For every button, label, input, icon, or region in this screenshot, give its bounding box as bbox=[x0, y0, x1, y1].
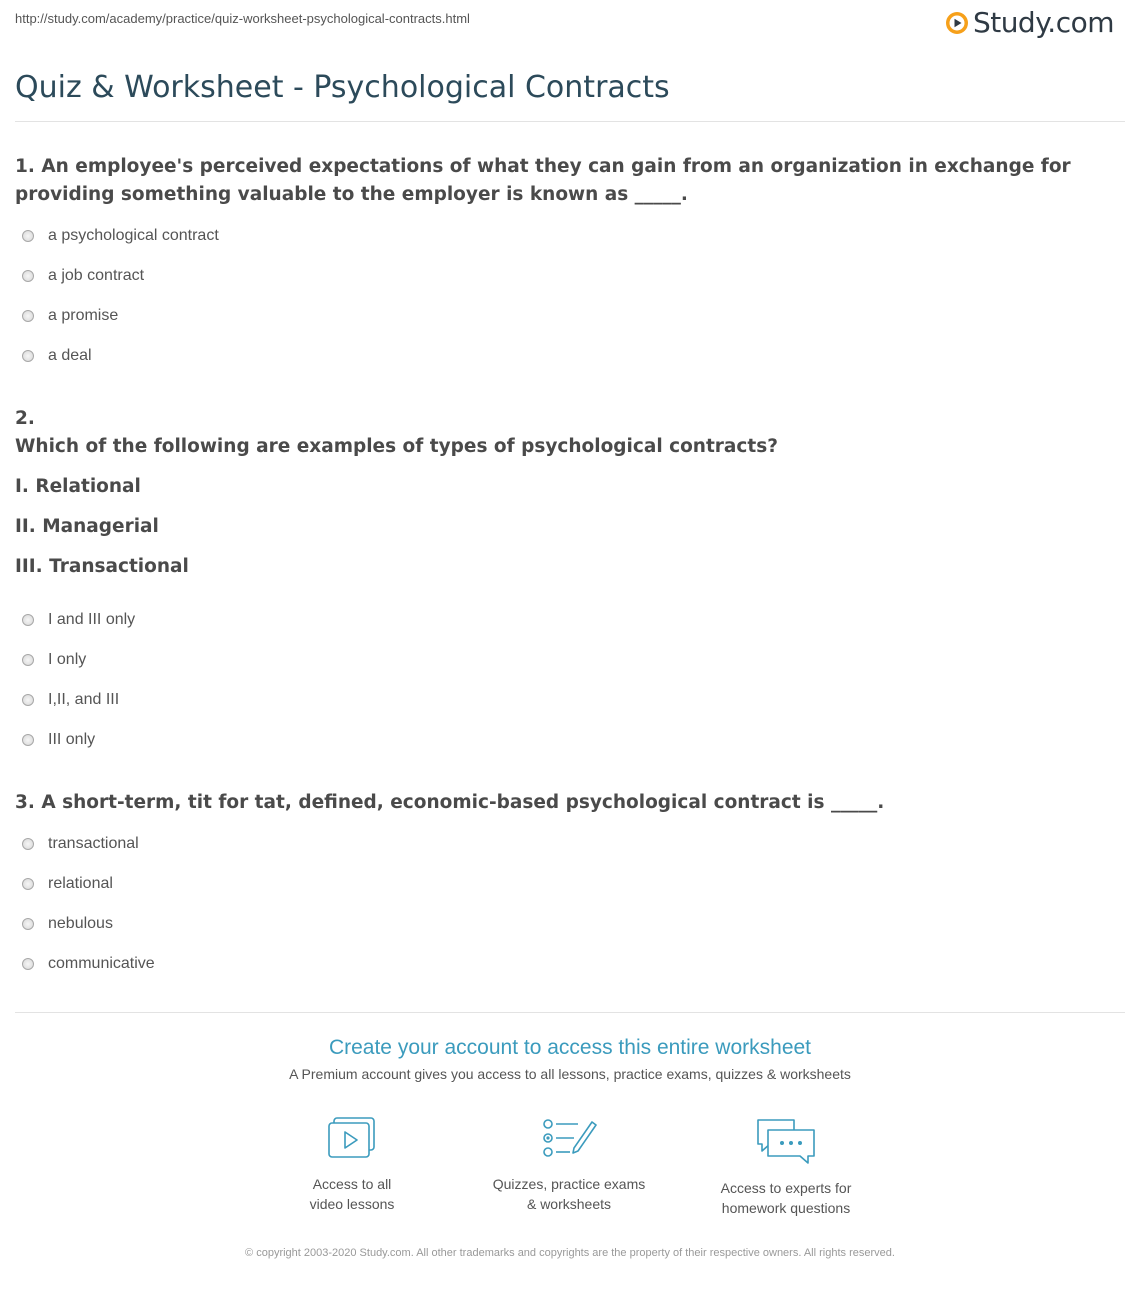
radio-button[interactable] bbox=[22, 878, 34, 890]
option-label: communicative bbox=[48, 955, 155, 972]
radio-button[interactable] bbox=[22, 838, 34, 850]
feature-video-lessons bbox=[252, 1116, 452, 1214]
option-label: relational bbox=[48, 875, 113, 892]
question-2-item-2: II. Managerial bbox=[15, 516, 159, 537]
option-label: I,II, and III bbox=[48, 691, 120, 708]
option-label: a psychological contract bbox=[48, 227, 219, 244]
page-url: http://study.com/academy/practice/quiz-worksheet-psychological-contracts.html bbox=[15, 11, 470, 26]
copyright-text: © copyright 2003-2020 Study.com. All other trademarks and copyrights are the property of their respective owners. All rights reserved. bbox=[245, 1247, 895, 1259]
radio-button[interactable] bbox=[22, 614, 34, 626]
page-title: Quiz & Worksheet - Psychological Contracts bbox=[15, 70, 670, 105]
option-label: I only bbox=[48, 651, 87, 668]
q3-option-2[interactable] bbox=[22, 873, 113, 895]
create-account-link[interactable]: Create your account to access this entire worksheet bbox=[328, 1036, 812, 1059]
radio-button[interactable] bbox=[22, 654, 34, 666]
feature-quizzes bbox=[469, 1116, 669, 1214]
feature-label: Quizzes, practice exams & worksheets bbox=[492, 1176, 646, 1212]
play-logo-icon bbox=[945, 11, 969, 35]
option-label: III only bbox=[48, 731, 96, 748]
question-3-text: 3. A short-term, tit for tat, defined, economic-based psychological contract is _____. bbox=[15, 792, 885, 813]
radio-button[interactable] bbox=[22, 918, 34, 930]
q3-option-3[interactable] bbox=[22, 913, 113, 935]
chat-bubbles-icon bbox=[754, 1116, 818, 1166]
cta-divider bbox=[15, 1012, 1125, 1013]
q2-option-4[interactable] bbox=[22, 729, 95, 751]
q1-option-2[interactable] bbox=[22, 265, 144, 287]
study-logo[interactable] bbox=[945, 6, 1114, 39]
radio-button[interactable] bbox=[22, 734, 34, 746]
radio-button[interactable] bbox=[22, 958, 34, 970]
question-1-text: 1. An employee's perceived expectations of what they can gain from an organization in exchange for providing something valuable to the employer is known as _____. bbox=[15, 156, 1071, 205]
feature-label: Access to all video lessons bbox=[309, 1176, 395, 1212]
option-label: a promise bbox=[48, 307, 119, 324]
logo-text: Study.com bbox=[972, 6, 1114, 39]
radio-button[interactable] bbox=[22, 310, 34, 322]
q3-option-4[interactable] bbox=[22, 953, 155, 975]
q1-option-3[interactable] bbox=[22, 305, 118, 327]
option-label: a deal bbox=[48, 347, 92, 364]
option-label: transactional bbox=[48, 835, 139, 852]
cta-subtitle: A Premium account gives you access to all lessons, practice exams, quizzes & worksheets bbox=[289, 1066, 851, 1082]
q2-option-2[interactable] bbox=[22, 649, 86, 671]
q1-option-4[interactable] bbox=[22, 345, 92, 367]
video-lessons-icon bbox=[326, 1116, 378, 1162]
q1-option-1[interactable] bbox=[22, 225, 219, 247]
question-2-number: 2. bbox=[15, 408, 35, 429]
radio-button[interactable] bbox=[22, 270, 34, 282]
option-label: I and III only bbox=[48, 611, 136, 628]
question-2-item-1: I. Relational bbox=[15, 476, 141, 497]
feature-experts bbox=[686, 1116, 886, 1218]
radio-button[interactable] bbox=[22, 350, 34, 362]
q2-option-3[interactable] bbox=[22, 689, 119, 711]
q3-option-1[interactable] bbox=[22, 833, 139, 855]
title-divider bbox=[15, 121, 1125, 122]
radio-button[interactable] bbox=[22, 694, 34, 706]
option-label: nebulous bbox=[48, 915, 113, 932]
q2-option-1[interactable] bbox=[22, 609, 135, 631]
quiz-checklist-icon bbox=[540, 1116, 598, 1162]
option-label: a job contract bbox=[48, 267, 145, 284]
question-2-item-3: III. Transactional bbox=[15, 556, 189, 577]
feature-label: Access to experts for homework questions bbox=[720, 1180, 852, 1216]
radio-button[interactable] bbox=[22, 230, 34, 242]
question-2-text: Which of the following are examples of types of psychological contracts? bbox=[15, 436, 778, 457]
